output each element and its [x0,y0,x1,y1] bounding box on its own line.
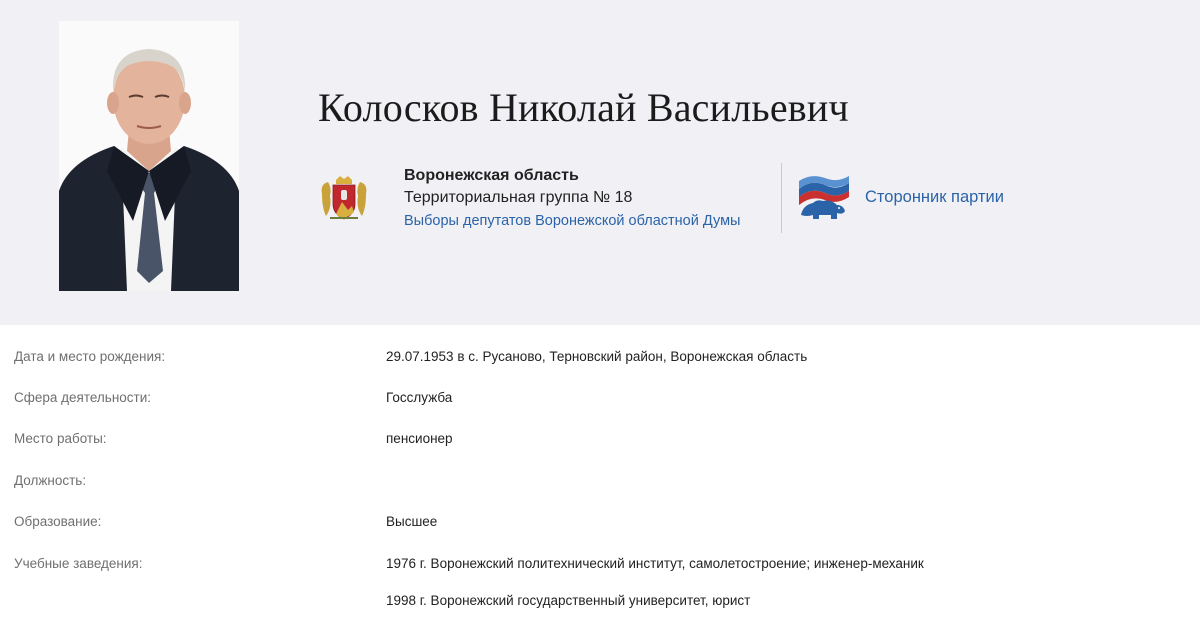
info-row-position [0,471,1200,511]
election-link[interactable]: Выборы депутатов Воронежской областной Думы [404,213,741,229]
info-value: 1998 г. Воронежский государственный университет, юрист [386,593,751,608]
info-row-birth [0,347,1200,387]
info-value: Госслужба [386,390,453,405]
info-row-institutions-extra [0,591,1200,631]
info-value: пенсионер [386,431,453,446]
candidate-photo [59,21,239,291]
info-row-institutions [0,554,1200,594]
info-label: Образование: [14,514,102,529]
info-label: Должность: [14,473,87,488]
region-info [404,166,740,232]
candidate-name: Колосков Николай Васильевич [318,85,849,130]
info-label: Сфера деятельности: [14,390,152,405]
info-value: Высшее [386,514,438,529]
info-row-workplace [0,429,1200,469]
territorial-group: Территориальная группа № 18 [404,189,633,206]
info-row-education [0,512,1200,552]
party-status-link[interactable]: Сторонник партии [865,188,1004,206]
info-label: Место работы: [14,431,107,446]
info-value: 29.07.1953 в с. Русаново, Терновский район, Воронежская область [386,349,808,364]
party-bear-logo-icon [797,175,851,221]
info-label: Учебные заведения: [14,556,143,571]
info-value: 1976 г. Воронежский политехнический институт, самолетостроение; инженер-механик [386,556,924,571]
info-row-activity [0,388,1200,428]
region-name: Воронежская область [404,167,579,184]
coat-of-arms-icon [318,174,370,222]
info-label: Дата и место рождения: [14,349,166,364]
header-divider [781,163,782,233]
